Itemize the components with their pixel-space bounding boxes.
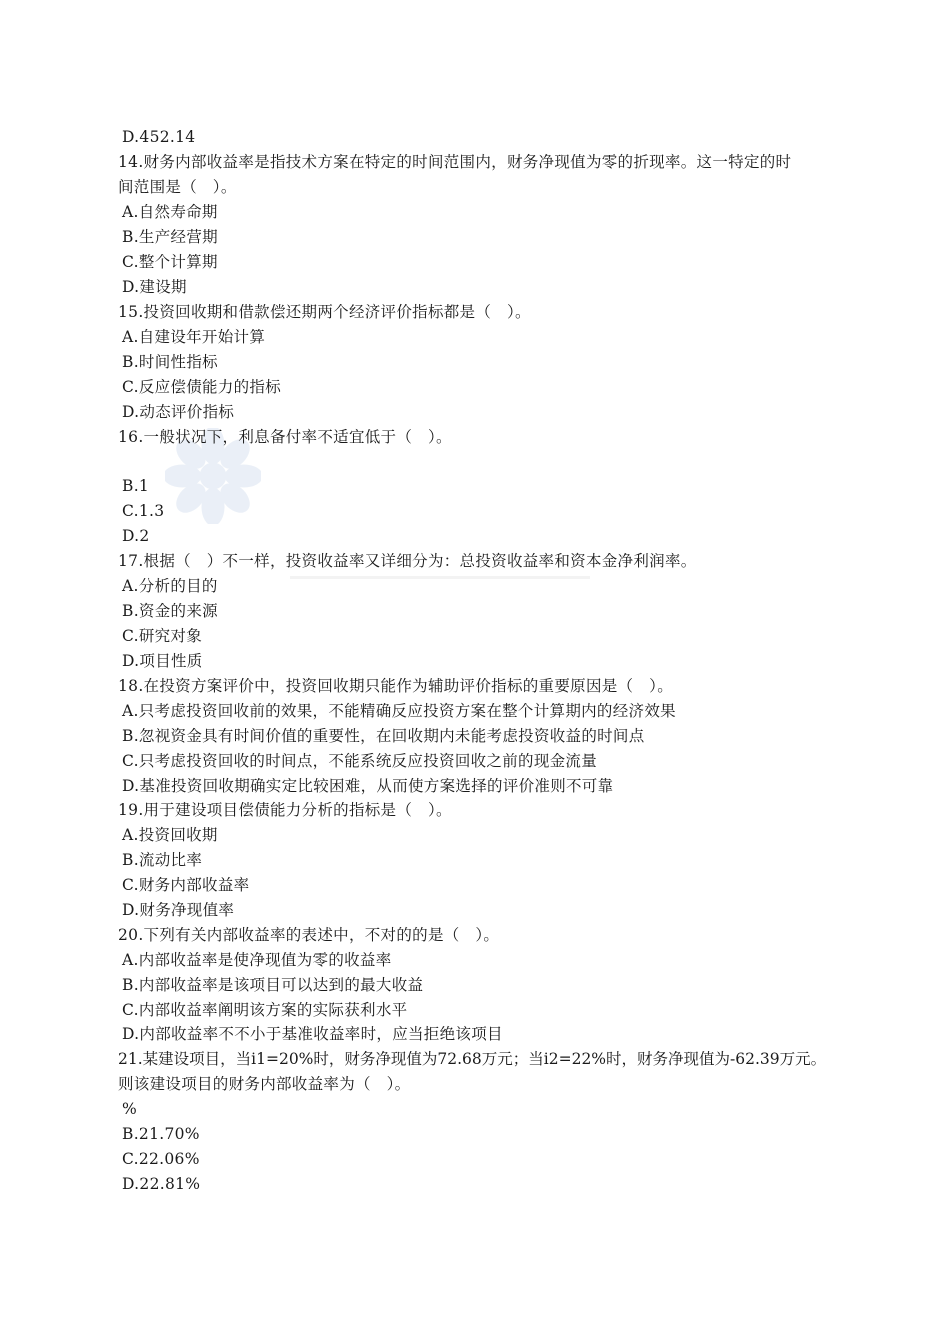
option-text: D.动态评价指标	[122, 403, 235, 421]
faint-mark	[290, 576, 590, 579]
question-19: 19.用于建设项目偿债能力分析的指标是（ ）。	[118, 801, 452, 819]
option-text: B.生产经营期	[122, 228, 218, 246]
option-text: D.基准投资回收期确实定比较困难，从而使方案选择的评价准则不可靠	[122, 777, 614, 795]
option-text: D.建设期	[122, 278, 187, 296]
option-text: A.自建设年开始计算	[122, 328, 266, 346]
option-text: D.22.81%	[122, 1175, 201, 1193]
question-18: 18.在投资方案评价中，投资回收期只能作为辅助评价指标的重要原因是（ ）。	[118, 677, 674, 695]
question-14: 14.财务内部收益率是指技术方案在特定的时间范围内，财务净现值为零的折现率。这一特定的时	[118, 153, 792, 171]
option-text: A.只考虑投资回收前的效果，不能精确反应投资方案在整个计算期内的经济效果	[122, 702, 676, 720]
question-16: 16.一般状况下，利息备付率不适宜低于（ ）。	[118, 428, 452, 446]
option-text: B.21.70%	[122, 1125, 200, 1143]
option-text: B.忽视资金具有时间价值的重要性，在回收期内未能考虑投资收益的时间点	[122, 727, 645, 745]
option-text: C.内部收益率阐明该方案的实际获利水平	[122, 1001, 408, 1019]
option-text: A.内部收益率是使净现值为零的收益率	[122, 951, 392, 969]
option-text: A.分析的目的	[122, 577, 218, 595]
option-text: B.时间性指标	[122, 353, 218, 371]
option-text: D.452.14	[122, 128, 196, 146]
question-17: 17.根据（ ）不一样，投资收益率又详细分为：总投资收益率和资本金净利润率。	[118, 552, 697, 570]
option-text: C.整个计算期	[122, 253, 218, 271]
option-text: B.资金的来源	[122, 602, 218, 620]
question-20: 20.下列有关内部收益率的表述中，不对的的是（ ）。	[118, 926, 500, 944]
option-text: D.2	[122, 527, 150, 545]
question-21-cont: 则该建设项目的财务内部收益率为（ ）。	[118, 1075, 411, 1093]
option-text: %	[122, 1100, 138, 1118]
option-text: B.流动比率	[122, 851, 203, 869]
option-text: D.项目性质	[122, 652, 203, 670]
option-text: B.内部收益率是该项目可以达到的最大收益	[122, 976, 424, 994]
question-15: 15.投资回收期和借款偿还期两个经济评价指标都是（ ）。	[118, 303, 531, 321]
option-text: D.财务净现值率	[122, 901, 235, 919]
option-text: C.1.3	[122, 502, 165, 520]
option-text: C.研究对象	[122, 627, 203, 645]
option-text: C.只考虑投资回收的时间点，不能系统反应投资回收之前的现金流量	[122, 752, 598, 770]
question-21: 21.某建设项目，当i1=20%时，财务净现值为72.68万元；当i2=22%时，财务净现值为-62.39万元。	[118, 1050, 827, 1068]
option-text: A.自然寿命期	[122, 203, 218, 221]
option-text: C.22.06%	[122, 1150, 200, 1168]
option-text: C.反应偿债能力的指标	[122, 378, 282, 396]
option-text: D.内部收益率不不小于基准收益率时，应当拒绝该项目	[122, 1025, 503, 1043]
question-14-cont: 间范围是（ ）。	[118, 178, 237, 196]
option-text: C.财务内部收益率	[122, 876, 250, 894]
option-text: B.1	[122, 477, 150, 495]
option-text: A.投资回收期	[122, 826, 218, 844]
